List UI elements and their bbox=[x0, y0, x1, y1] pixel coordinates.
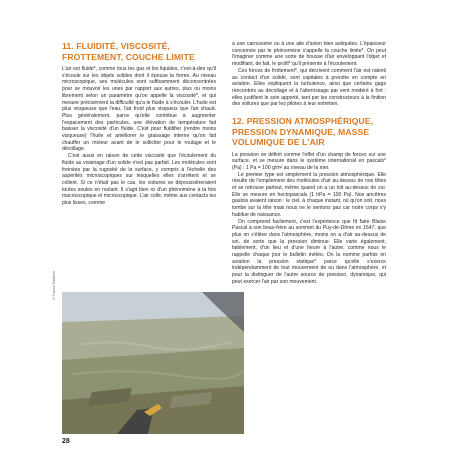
paragraph: à une carrosserie ou à une aile d'avion bien astiquées. L'épaisseur concernée par le phénomène s'appelle la couche limite*. On peut l'imaginer comme une sorte de housse d'air enveloppant l'objet et modifiant, de fait, le profil* qu'il présente à l'écoulement. bbox=[232, 41, 386, 68]
photo-credit: © Franck Gauthier bbox=[52, 270, 56, 300]
photo-illustration bbox=[62, 292, 244, 434]
paragraph: On comprend facilement, c'est l'expérience que fit faire Blaise Pascal à son beau-frère au sommet du Puy-de-Dôme en 1647, que plus on s'élève dans l'atmosphère, moins on a d'air au-dessus de soi, de sorte que la pression diminue. Elle varie également, faiblement, d'un lieu et d'une heure à l'autre, comme nous le rappelle chaque jour le bulletin météo. On la nomme parfois en aviation la pression statique* parce qu'elle s'exerce indépendamment de tout mouvement de ou dans l'atmosphère, et pour la distinguer de l'autre source de pression, dynamique, qui peut exercer l'air par son mouvement. bbox=[232, 218, 386, 285]
right-column bbox=[232, 41, 386, 286]
section-heading-12: 12. PRESSION ATMOSPHÉRIQUE, PRESSION DYNAMIQUE, MASSE VOLUMIQUE DE L'AIR bbox=[232, 116, 374, 148]
paragraph: La pression se définit comme l'effet d'un champ de forces sur une surface, et se mesure dans le système international en pascals* (Pa) : 1 Pa = 100 g/m² au niveau de la mer. bbox=[232, 151, 386, 171]
aerial-landscape-photo bbox=[62, 292, 244, 434]
paragraph: Le premier type est simplement la pression atmosphérique. Elle résulte de l'empilement des molécules d'air au-dessus de nos têtes et se retrouve partout, même quand on a un toit au-dessus de soi. Elle se mesure en hectopascals (1 hPa = 100 Pa). Nos ancêtres gaulois avaient raison : le ciel, à chaque instant, où qu'on soit, nous tombe sur la tête mais nous ne le sentons pas car notre corps s'y habitue de naissance. bbox=[232, 171, 386, 218]
page-number: 28 bbox=[62, 438, 70, 445]
paragraph: Ces forces de frottement*, qui décrivent comment l'air est ralenti au contact d'un solide, sont capitales à prendre en compte en aviation. Elles expliquent la turbulence, ainsi que certains gags rencontrés au décollage et à l'atterrissage par vent modéré à fort : elles justifient le soin apporté, tant par les constructeurs à la finition des voilures que par les pilotes à leur entretien. bbox=[232, 67, 386, 108]
paragraph: L'air est fluide*, comme tous les gaz et les liquides, c'est-à-dire qu'il s'écoule sur les objets solides dont il épouse la forme. Au niveau microscopique, ses molécules sont suffisamment déconcentrées pour se mouvoir les unes par rapport aux autres, plus ou moins librement selon un paramètre qu'on appelle la viscosité*, et qui mesure précisément la difficulté qu'a le fluide à s'écouler. L'huile est plus visqueuse que l'eau, l'air froid plus visqueux que l'air chaud. Plus généralement, parce qu'elle contribue à augmenter l'espacement des particules, une élévation de température fait baisser la viscosité d'un fluide. C'est pour fluidifier (rendre moins visqueuse) l'huile et améliorer le graissage interne qu'on fait chauffer un moteur avant de le solliciter pour le roulage et le décollage. bbox=[62, 66, 216, 153]
book-page bbox=[52, 0, 398, 452]
left-column bbox=[62, 41, 216, 207]
paragraph: C'est aussi en raison de cette viscosité que l'écoulement du fluide au voisinage d'un solide n'est pas parfait. Les molécules sont freinées par la rugosité de la surface, y compris à l'échelle des aspérités microscopiques sur lesquelles elles s'arrêtent et se collent. Si ce n'était pas le cas, les voitures se dépoussiéreraient toutes seules en roulant. Il s'agit bien ici d'un phénomène à la fois macroscopique et microscopique. L'air colle, même aux contacts les plus lisses, comme bbox=[62, 153, 216, 207]
section-heading-11: 11. FLUIDITÉ, VISCOSITÉ, FROTTEMENT, COUCHE LIMITE bbox=[62, 41, 195, 62]
